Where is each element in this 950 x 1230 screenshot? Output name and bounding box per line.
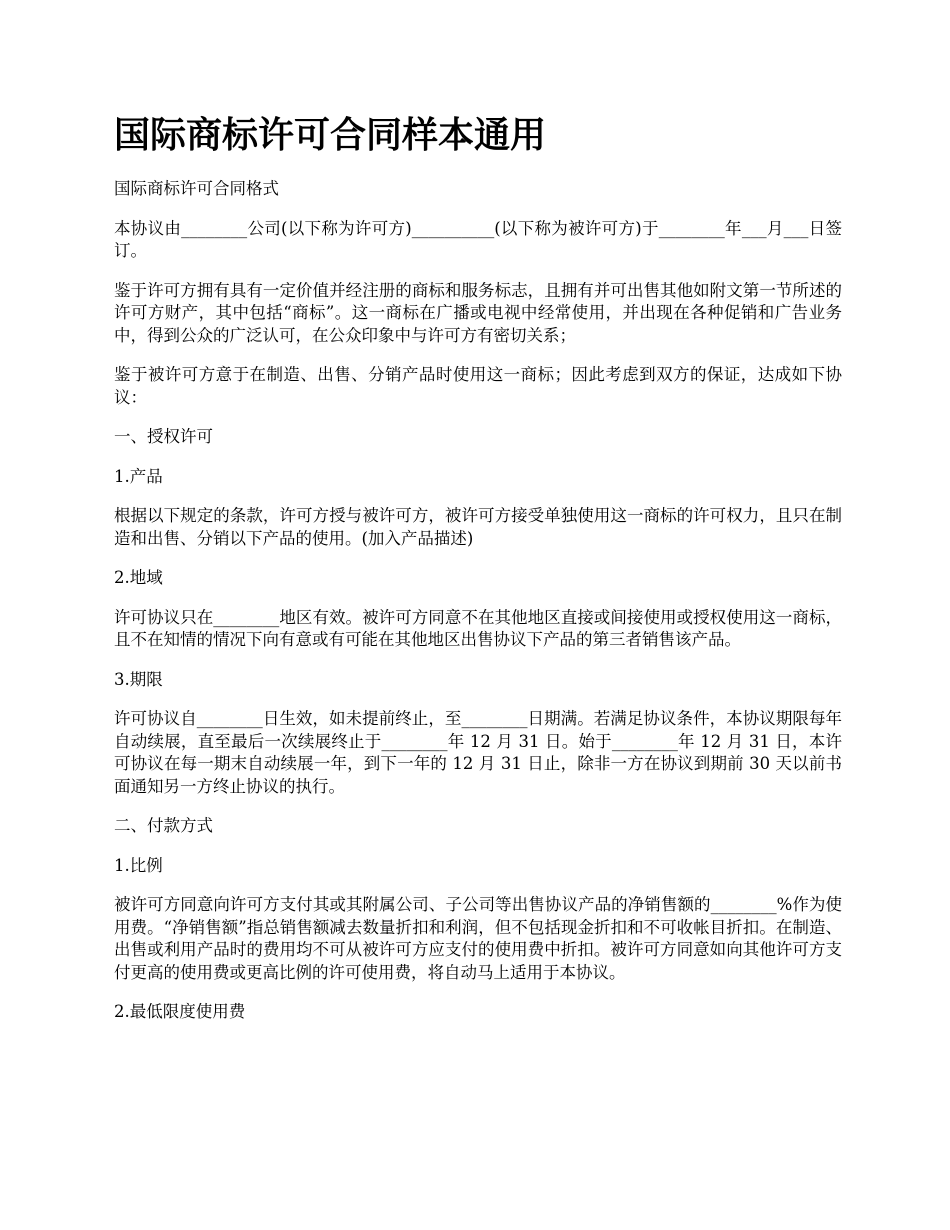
agreement-intro: 本协议由________公司(以下称为许可方)__________(以下称为被许可方)于________年___月___日签订。 bbox=[114, 218, 842, 260]
recital-licensor: 鉴于许可方拥有具有一定价值并经注册的商标和服务标志，且拥有并可出售其他如附文第一节所述的许可方财产，其中包括“商标”。这一商标在广播或电视中经常使用，并出现在各种促销和广告业务中，得到公众的广泛认可，在公众印象中与许可方有密切关系； bbox=[114, 280, 842, 345]
clause-heading-products: 1.产品 bbox=[114, 466, 163, 486]
document-page bbox=[114, 112, 842, 1041]
clause-body-territory: 许可协议只在________地区有效。被许可方同意不在其他地区直接或间接使用或授权使用这一商标，且不在知情的情况下向有意或有可能在其他地区出售协议下产品的第三者销售该产品。 bbox=[114, 607, 842, 649]
clause-heading-rate: 1.比例 bbox=[114, 855, 163, 875]
clause-heading-term: 3.期限 bbox=[114, 669, 163, 689]
section-heading-payment: 二、付款方式 bbox=[114, 816, 213, 835]
clause-body-rate: 被许可方同意向许可方支付其或其附属公司、子公司等出售协议产品的净销售额的________%作为使用费。“净销售额”指总销售额减去数量折扣和利润，但不包括现金折扣和不可收帐目折扣。在制造、出售或利用产品时的费用均不可从被许可方应支付的使用费中折扣。被许可方同意如向其他许可方支付更高的使用费或更高比例的许可使用费，将自动马上适用于本协议。 bbox=[114, 895, 842, 982]
document-title: 国际商标许可合同样本通用 bbox=[114, 115, 547, 156]
clause-heading-minimum-royalty: 2.最低限度使用费 bbox=[114, 1002, 246, 1021]
clause-body-term: 许可协议自________日生效，如未提前终止，至________日期满。若满足协议条件，本协议期限每年自动续展，直至最后一次续展终止于________年 12 月 31 日。始于________年 12 月 31 日，本许可协议在每一期末自动续展一年，到下一年的 12 月 31 日止，除非一方在协议到期前 30 天以前书面通知另一方终止协议的执行。 bbox=[114, 709, 842, 796]
clause-heading-territory: 2.地域 bbox=[114, 568, 163, 587]
recital-licensee: 鉴于被许可方意于在制造、出售、分销产品时使用这一商标；因此考虑到双方的保证，达成如下协议： bbox=[114, 365, 842, 407]
clause-body-products: 根据以下规定的条款，许可方授与被许可方，被许可方接受单独使用这一商标的许可权力，且只在制造和出售、分销以下产品的使用。(加入产品描述) bbox=[114, 506, 842, 548]
section-heading-grant: 一、授权许可 bbox=[114, 427, 213, 446]
subtitle: 国际商标许可合同格式 bbox=[114, 179, 279, 198]
